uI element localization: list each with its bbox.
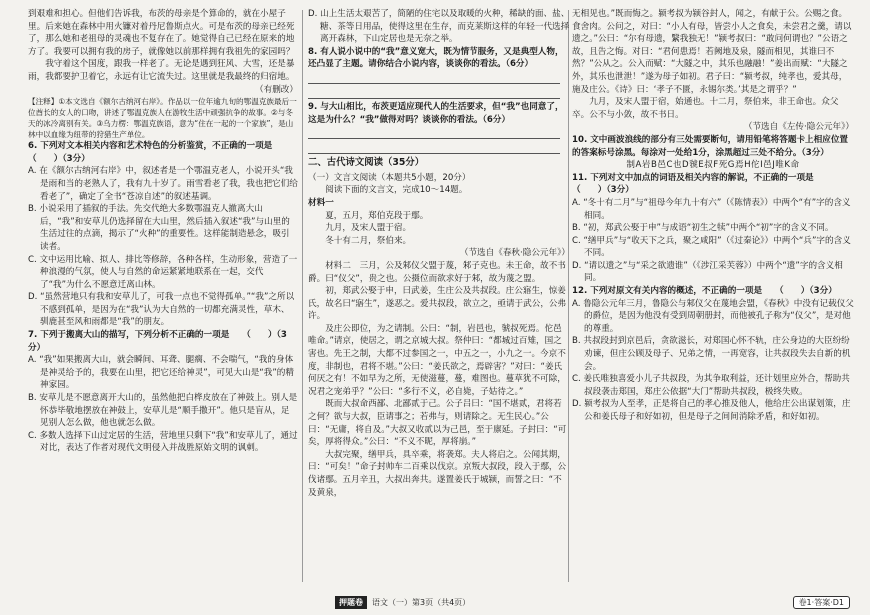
answer-line[interactable]: [308, 126, 560, 139]
paragraph: 大叔完聚，缮甲兵，具卒乘，将袭郑。夫人将启之。公闻其期，曰：“可矣！”命子封帅车二百乘以伐京。京叛大叔段，段入于鄢，公伐诸鄢。五月辛丑，大叔出奔共。遂置姜氏于城颍，而誓之曰：“不及黄泉，: [308, 449, 567, 498]
material-label: 材料一: [308, 197, 334, 208]
exam-badge: 押题卷: [335, 596, 367, 609]
option-6d: D. “虽然营地只有我和安草儿了，可我一点也不觉得孤单。”“我”之所以不感到孤单，是因为在“我”认为大自然的一切都充满灵性，草木、驯鹿甚至风和雨都是“我”的朋友。: [28, 292, 295, 328]
page-number: 语文（一）第3页（共4页）: [372, 598, 471, 607]
paragraph: 到艰难和担心。但他们告诉我，布茨的母亲是个算命的，就在小屋子里。后来她在森林中用火镰对着丹尼鲁斯点火。可是布茨的母亲已经死了，那么她和老祖母的灵魂也不复存在了。她觉得自己已经在原来的地方了。我要可以拥有我的房子，就像她以前那样拥有我祖先的家园吗？: [28, 9, 295, 57]
paragraph: 既而大叔命西鄙、北鄙贰于己。公子吕曰：“国不堪贰，君将若之何？欲与大叔，臣请事之；若弗与，则请除之。无生民心。”公曰：“无庸，将自及。”大叔又收贰以为己邑，至于廪延。子封曰：“可矣，厚将得众。”公曰：“不义不昵，厚将崩。”: [308, 399, 567, 448]
option-7c: C. 多数人选择下山过定居的生活，营地里只剩下“我”和安草儿了，通过对比，表达了作者对现代文明侵入并战胜原始文明的讽刺。: [28, 430, 298, 454]
option-11b: B. “初，郑武公娶于申”与成语“初生之犊”中两个“初”字的含义不同。: [572, 223, 834, 234]
question-11: 11. 下列对文中加点的词语及相关内容的解说，不正确的一项是 （ ）（3分）: [572, 172, 831, 196]
source-note: （有删改）: [255, 84, 298, 95]
option-12a: A. 鲁隐公元年三月，鲁隐公与邾仪父在蔑地会盟，《春秋》中没有记载仪父的爵位，是因为他没有受到周朝册封，而他被孔子称为“仪父”，是对他的尊重。: [572, 298, 854, 334]
question-6: 6. 下列对文本相关内容和艺术特色的分析鉴赏，不正确的一项是 （ ）（3分）: [28, 141, 290, 164]
answer-line[interactable]: [308, 86, 560, 99]
option-12b: B. 共叔段封到京邑后，贪欲滋长，对郑国心怀不轨，庄公身边的大臣纷纷劝谏，但庄公顾及母子、兄弟之情，一再宽容，让共叔段失去自新的机会。: [572, 336, 851, 372]
option-7b: B. 安草儿是不愿意离开大山的，虽然他把白桦皮放在了神鼓上。别人是怀恭毕敬地摆放在神鼓上，安草儿是“顺手撒开”。他只是盲从，足见别人怎么做，他也就怎么做。: [28, 393, 298, 429]
source-note: （节选自《春秋·隐公元年》）: [459, 248, 570, 259]
option-11c: C. “缮甲兵”与“收天下之兵，聚之咸阳”（《过秦论》）中两个“兵”字的含义不同。: [572, 235, 851, 259]
paragraph: 及庄公即位，为之请制。公曰：“制，岩邑也，虢叔死焉。佗邑唯命。”请京，使居之，谓之京城大叔。祭仲曰：“都城过百雉，国之害也。先王之制，大都不过参国之一，中五之一，小九之一。今京不度，非制也，君将不堪。”公曰：“姜氏欲之，焉辟害？”对曰：“姜氏何厌之有！不如早为之所，无使滋蔓，蔓，难图也。蔓草犹不可除，况君之宠弟乎？”公曰：“多行不义，必自毙，子姑待之。”: [308, 323, 566, 397]
subsection-title: （一）文言文阅读（本题共5小题，20分）: [308, 172, 471, 183]
answer-line[interactable]: [308, 141, 560, 154]
option-6c: C. 文中运用比喻、拟人、排比等修辞，各种各样，生动形象，营造了一种浪漫的气氛，使人与自然的命运紧紧地联系在一起，交代了“我”为什么不愿意迁离山林。: [28, 254, 298, 290]
source-note: （节选自《左传·隐公元年》）: [743, 122, 854, 133]
question-8: 8. 有人说小说中的“我”意义宽大，既为情节服务，又是典型人物，还凸显了主题。请你结合小说内容，谈谈你的看法。（6分）: [308, 46, 564, 70]
option-11d: D. “请以遗之”与“采之欲遗谁”（《涉江采芙蓉》）中两个“遗”字的含义相同。: [572, 260, 843, 284]
paragraph: 材料二 三月，公及邾仪父盟于蔑，邾子克也。未王命，故不书爵。曰“仪父”，贵之也。公摄位而欲求好于邾，故为蔑之盟。: [308, 260, 566, 284]
question-10: 10. 文中画波浪线的部分有三处需要断句，请用铅笔将答题卡上相应位置的答案标号涂黑。每涂对一处给1分，涂黑超过三处不给分。（3分）: [572, 134, 849, 158]
answer-key-tag: 卷1·答案·D1: [793, 596, 850, 609]
column-left: [28, 8, 298, 586]
footnote: 【注释】①本文选自《额尔古纳河右岸》。作品以一位年逾九旬的鄂温克族最后一位酋长的女人的口吻，讲述了鄂温克族人在游牧生活中顽强抗争的故事。②与冬天的冰冷离别有关。③乌力楞：鄂温克族语，意为“住在一起的一个家族”，是山林中以血缘为纽带的狩猎生产单位。: [28, 97, 297, 140]
instruction: 阅读下面的文言文，完成10～14题。: [325, 185, 468, 196]
page-footer: [0, 595, 870, 609]
question-7: 7. 下列于搬离大山的描写，下列分析不正确的一项是 （ ）（3分）: [28, 330, 287, 353]
punctuation-sequence: 制A岩B邑C也D虢E叔F死G焉H佗I邑J唯K命: [626, 160, 800, 171]
column-right: [572, 8, 854, 586]
column-divider: [302, 10, 303, 582]
option-6a: A. 在《额尔古纳河右岸》中，叙述者是一个鄂温克老人，小说开头“我是雨和当的老熟人了，我有九十岁了。雨雪看老了我，我也把它们给看老了”，确定了全书“苍凉自述”的叙述基调。: [28, 166, 298, 202]
section-title: 二、古代诗文阅读（35分）: [308, 157, 425, 169]
paragraph: 我守着这个国度，跟我一样老了。无论是遇到狂风、大雪，还是暴雨，我都要护卫着它，永远有让它流失过。这里就是我最终的归宿地。: [28, 59, 295, 82]
option-7d: D. 山上生活太艰苦了，简陋的住宅以及取暖的火种，稀缺的面、盐、糖、茶等日用品，使得这里在生存，而克莱斯这样的年轻一代选择离开森林，下山定居也是无奈之举。: [308, 9, 570, 45]
answer-line[interactable]: [308, 71, 560, 84]
paragraph: 九月，及宋人盟于宿，始通也。十二月，祭伯来，非王命也。众父卒。公不与小敛，故不书日。: [572, 97, 839, 120]
option-12d: D. 颍考叔为人至孝，正是将自己的孝心推及他人，他给庄公出谋划策，庄公和姜氏母子和好如初，但是母子之间间消除矛盾，和好如初。: [572, 399, 851, 422]
paragraph: 无相见也。”既而悔之。颍考叔为颍谷封人，闻之，有献于公。公赐之食。食舍肉。公问之，对曰：“小人有母，皆尝小人之食矣，未尝君之羹，请以遗之。”公曰：“尔有母遗，繄我独无！”颍考叔曰：“敢问何谓也？”公语之故，且告之悔。对曰：“君何患焉！若阙地及泉，隧而相见，其谁曰不然？”公从之。公入而赋：“大隧之中，其乐也融融！”姜出而赋：“大隧之外，其乐也泄泄！”遂为母子如初。君子曰：“颍考叔，纯孝也，爱其母，施及庄公。《诗》曰：‘孝子不匮，永锡尔类。’其是之谓乎？”: [572, 9, 852, 95]
option-11a: A. “冬十有二月”与“祖母今年九十有六”（《陈情表》）中两个“有”字的含义相同。: [572, 197, 851, 221]
material-line: 夏，五月，郑伯克段于鄢。: [325, 210, 429, 221]
material-line: 冬十有二月，祭伯来。: [325, 235, 412, 246]
question-12: 12. 下列对原文有关内容的概述，不正确的一项是 （ ）（3分）: [572, 286, 837, 297]
option-6b: B. 小说采用了插叙的手法。先交代绝大多数鄂温克人撤离大山后，“我”和安草儿仍选择留在大山里，然后插入叙述“我”与山里的生活过往的点滴，揭示了“火种”的重要性。这样能制造悬念，吸引读者。: [28, 204, 290, 252]
option-7a: A. “我”如果搬离大山，就会瞬间、耳聋、腿瘸、不会喘气，“我的身体是神灵给予的，我要在山里，把它还给神灵”，可见大山是“我”的精神家园。: [28, 355, 294, 391]
question-9: 9. 与大山相比，布茨更适应现代人的生活要求，但“我”也同意了，这是为什么？“我”做得对吗？谈谈你的看法。（6分）: [308, 101, 564, 125]
option-12c: C. 姜氏唯独喜爱小儿子共叔段，为其争取利益，还计划里应外合，帮助共叔段袭击郑国，郑庄公依据“大门”帮助共叔段，极终失败。: [572, 374, 850, 397]
material-line: 九月，及宋人盟于宿。: [325, 223, 412, 234]
column-middle: [308, 8, 570, 586]
paragraph: 初，郑武公娶于申，曰武姜，生庄公及共叔段。庄公寤生，惊姜氏，故名曰“寤生”，遂恶之。爱共叔段，欲立之，亟请于武公，公弗许。: [308, 286, 567, 322]
